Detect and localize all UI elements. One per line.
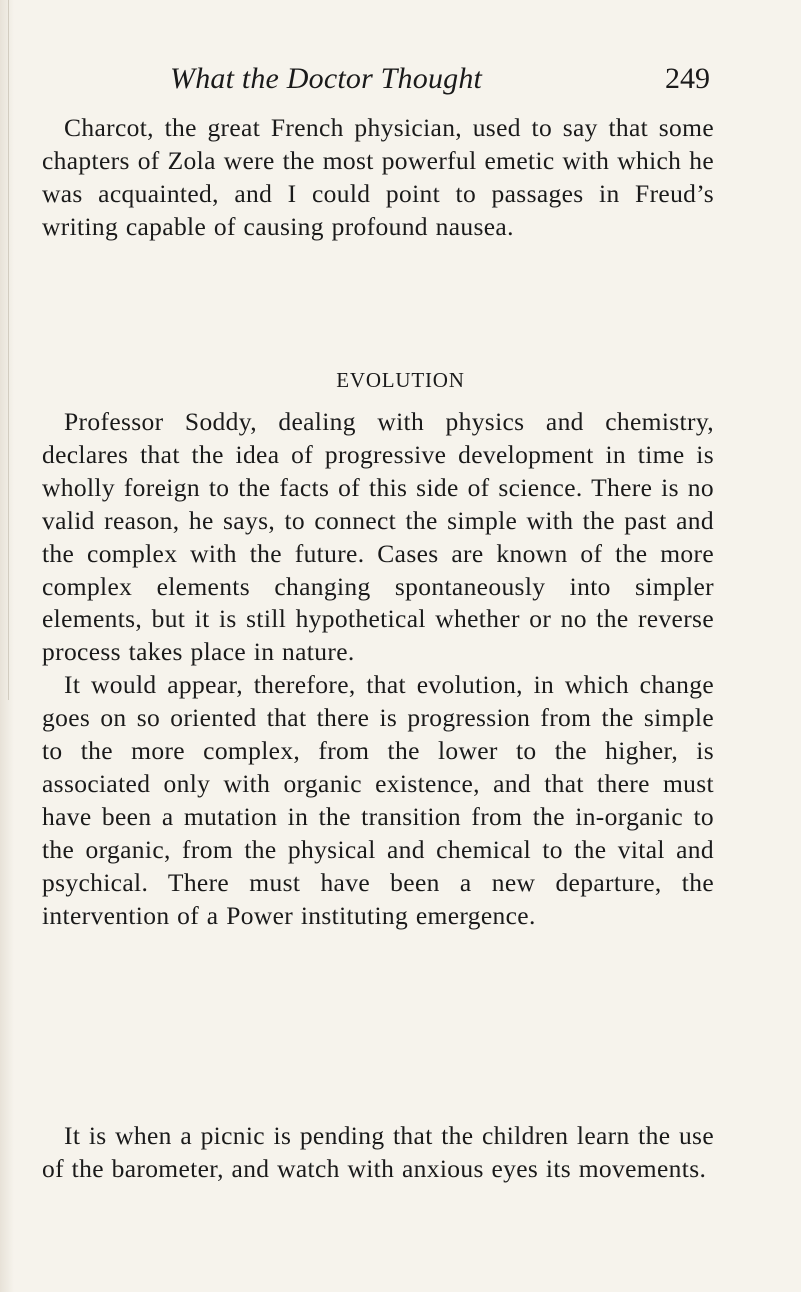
- evolution-paragraph: It would appear, therefore, that evolution, in which change goes on so oriented that there is progression from the simple to the more complex, from the lower to the higher, is associated only with organic existence, and that there must have been a mutation in the transition from the in-organic to the organic, from the physical and chemical to the vital and psychical. There must have been a new departure, the intervention of a Power instituting emergence.: [42, 670, 714, 930]
- picnic-section: [42, 1120, 714, 1186]
- running-head: [170, 62, 710, 102]
- evolution-heading: EVOLUTION: [336, 368, 465, 392]
- running-title: What the Doctor Thought: [170, 62, 483, 95]
- charcot-section: [42, 112, 714, 244]
- page-gutter-line: [8, 0, 9, 700]
- picnic-paragraph: It is when a picnic is pending that the children learn the use of the barometer, and watch with anxious eyes its movements.: [42, 1121, 714, 1183]
- soddy-paragraph: Professor Soddy, dealing with physics and chemistry, declares that the idea of progressive development in time is wholly foreign to the facts of this side of science. There is no valid reason, he says, to connect the simple with the past and the complex with the future. Cases are known of the more complex elements changing spontaneously into simpler elements, but it is still hypothetical whether or no the reverse process takes place in nature.: [42, 407, 714, 667]
- evolution-section: [42, 406, 714, 933]
- page-gutter-shadow: [0, 0, 14, 1292]
- page-number: 249: [665, 62, 710, 95]
- charcot-paragraph: Charcot, the great French physician, used to say that some chapters of Zola were the most powerful emetic with which he was acquainted, and I could point to passages in Freud’s writing capable of causing profound nausea.: [42, 113, 714, 241]
